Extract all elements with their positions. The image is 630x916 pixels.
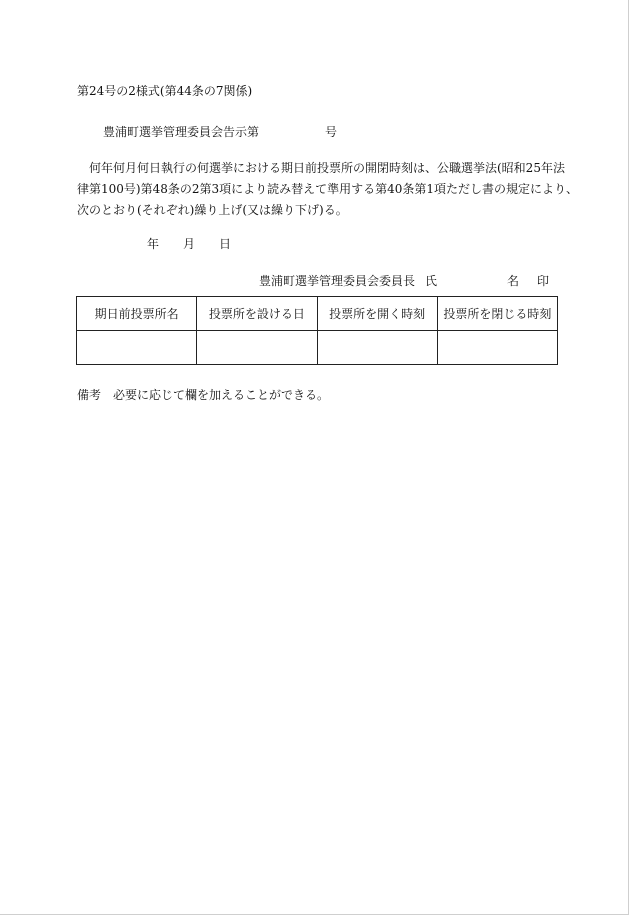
remarks-label: 備考	[77, 388, 102, 402]
body-line: 何年何月何日執行の何選挙における期日前投票所の開閉時刻は、公職選挙法(昭和25年法	[89, 161, 565, 175]
table-header-cell: 期日前投票所名	[77, 297, 197, 331]
notice-body	[77, 158, 579, 221]
signer-title: 豊浦町選挙管理委員会委員長	[259, 274, 416, 288]
table-header-cell: 投票所を開く時刻	[317, 297, 437, 331]
notice-number-line	[103, 123, 337, 140]
table-header-row	[77, 297, 558, 331]
remarks-line	[77, 386, 329, 403]
table-header-cell: 投票所を閉じる時刻	[437, 297, 557, 331]
signer-line	[259, 272, 549, 289]
date-year-label: 年	[147, 237, 160, 251]
seal-label: 印	[537, 274, 550, 288]
table-row	[77, 331, 558, 365]
date-month-label: 月	[183, 237, 196, 251]
date-day-label: 日	[219, 237, 232, 251]
polling-hours-table	[76, 296, 558, 365]
table-header-cell: 投票所を設ける日	[197, 297, 317, 331]
notice-prefix: 豊浦町選挙管理委員会告示第	[103, 125, 260, 139]
notice-suffix: 号	[325, 125, 338, 139]
signer-name-label: 氏	[425, 274, 438, 288]
body-line: 次のとおり(それぞれ)繰り上げ(又は繰り下げ)る。	[77, 203, 348, 217]
signer-seal-name: 名	[507, 274, 520, 288]
body-line: 律第100号)第48条の2第3項により読み替えて準用する第40条第1項ただし書の規定により、	[77, 182, 579, 196]
table-cell	[437, 331, 557, 365]
table-cell	[77, 331, 197, 365]
form-number: 第24号の2様式(第44条の7関係)	[77, 84, 253, 98]
table-cell	[197, 331, 317, 365]
remarks-text: 必要に応じて欄を加えることができる。	[113, 388, 330, 402]
table-cell	[317, 331, 437, 365]
date-line	[147, 235, 231, 252]
